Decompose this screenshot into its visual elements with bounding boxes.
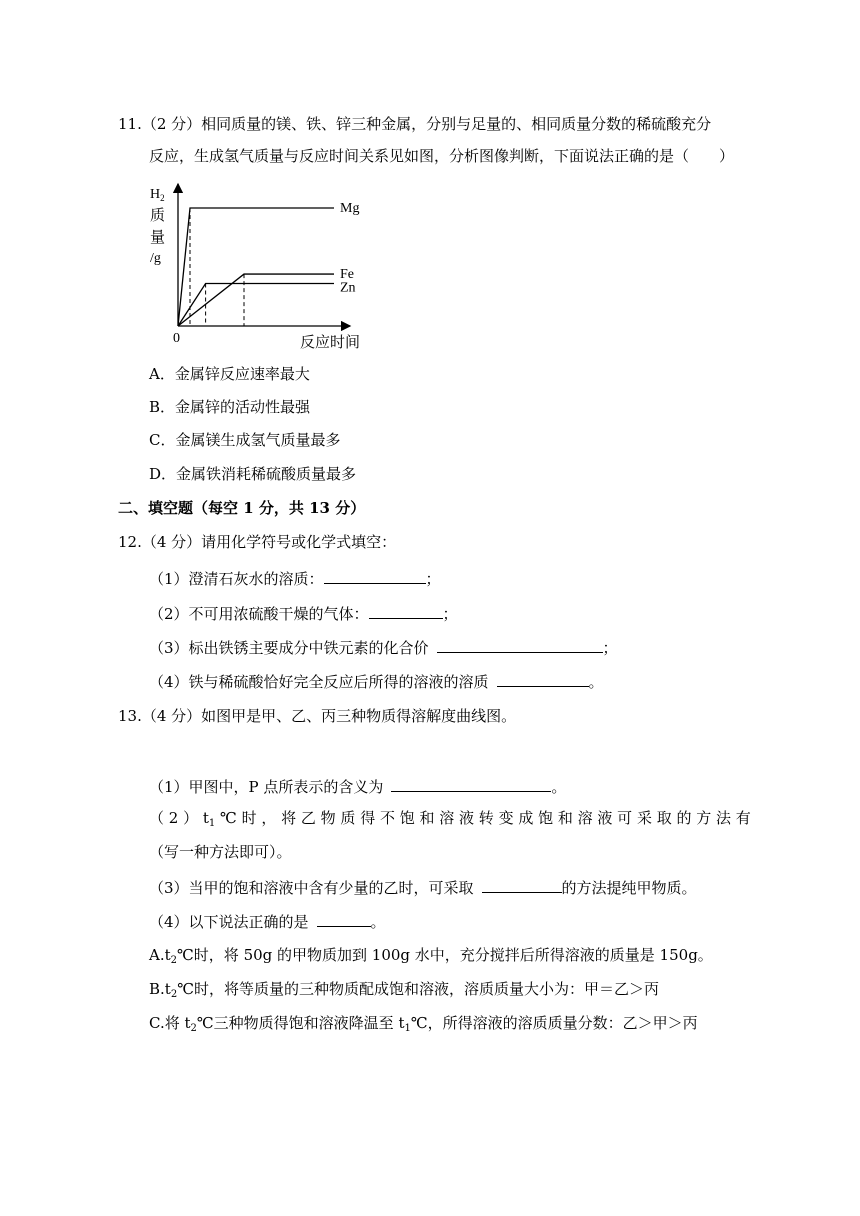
q13-item-3: （3）当甲的饱和溶液中含有少量的乙时，可采取 的方法提纯甲物质。 [149,876,697,898]
q12-item-3-text: （3）标出铁锈主要成分中铁元素的化合价 [149,639,429,657]
q12-item-4-blank [497,670,589,687]
y-axis-label-h: $H_2$ [150,187,165,203]
q13-item-4: （4）以下说法正确的是 。 [149,910,386,932]
q13-stem: 13.（4 分）如图甲是甲、乙、丙三种物质得溶解度曲线图。 [118,707,517,725]
q11-option-b: B．金属锌的活动性最强 [149,398,311,416]
q13-item-2-line2: （写一种方法即可）。 [149,843,292,861]
q13-item-3-blank [482,876,562,893]
q13-item-4-blank [317,910,371,927]
series-label-fe: Fe [340,267,354,283]
q12-item-4-text: （4）铁与稀硫酸恰好完全反应后所得的溶液的溶质 [149,673,489,691]
q13-item-2: （ 2 ） $t_1$ ℃ 时 ， 将 乙 物 质 得 不 饱 和 溶 液 转 变 成 饱 和 溶 液 可 采 取 的 方 法 有 [149,809,751,829]
series-label-zn: Zn [340,280,356,296]
series-lines [178,208,334,326]
q12-item-1: （1）澄清石灰水的溶质： ； [149,567,441,589]
dashed-guides [190,208,244,326]
q12-item-2-blank [369,602,443,619]
q11-option-c: C．金属镁生成氢气质量最多 [149,431,341,449]
q13-option-c: C.将 $t_2℃$三种物质得饱和溶液降温至 $t_1℃$，所得溶液的溶质质量分数：乙＞甲＞丙 [149,1014,698,1034]
q11-stem-line1: 11.（2 分）相同质量的镁、铁、锌三种金属，分别与足量的、相同质量分数的稀硫酸充分 [118,115,712,133]
q12-item-2: （2）不可用浓硫酸干燥的气体： ； [149,602,458,624]
series-line-zn [178,284,334,326]
q12-item-3-blank [437,636,603,653]
q11-stem-line2: 反应，生成氢气质量与反应时间关系见如图，分析图像判断，下面说法正确的是（ ） [149,147,735,165]
q12-stem: 12.（4 分）请用化学符号或化学式填空： [118,533,397,551]
section2-heading: 二、填空题（每空 1 分，共 13 分） [118,499,366,517]
x-axis-label: 反应时间 [300,333,361,351]
q12-item-4: （4）铁与稀硫酸恰好完全反应后所得的溶液的溶质 。 [149,670,604,692]
q13-option-a: $A.t_2℃$时，将 50g 的甲物质加到 100g 水中，充分搅拌后所得溶液的质量是 150g。 [149,946,713,966]
q12-item-1-blank [324,567,426,584]
q12-item-1-text: （1）澄清石灰水的溶质： [149,570,324,588]
q13-item-1-blank [391,775,551,792]
q13-option-b: $B.t_2℃$时，将等质量的三种物质配成饱和溶液，溶质质量大小为：甲＝乙＞丙 [149,980,659,1000]
y-axis-label-line1: 质 [150,206,166,224]
series-label-mg: Mg [340,201,360,216]
q11-option-a: A．金属锌反应速率最大 [149,365,310,383]
q12-item-2-text: （2）不可用浓硫酸干燥的气体： [149,605,369,623]
q11-option-d: D．金属铁消耗稀硫酸质量最多 [149,465,357,483]
hydrogen-mass-chart [140,178,400,358]
q13-item-1-text: （1）甲图中，P 点所表示的含义为 [149,778,384,796]
series-line-fe [178,274,334,326]
origin-label: 0 [173,331,180,346]
y-axis-label-unit: /g [150,251,161,266]
q12-item-3: （3）标出铁锈主要成分中铁元素的化合价 ； [149,636,618,658]
q13-item-1: （1）甲图中，P 点所表示的含义为 。 [149,775,566,797]
y-axis-label-line2: 量 [150,228,166,246]
series-labels [340,201,359,296]
